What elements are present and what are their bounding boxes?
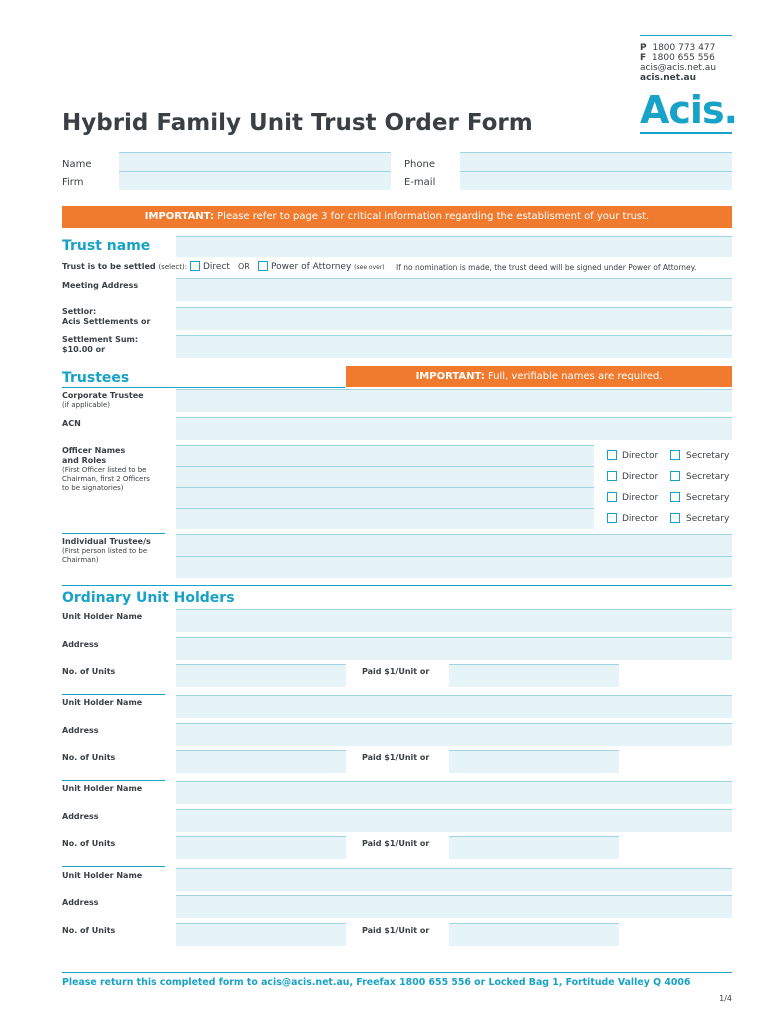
direct-label: Direct — [203, 262, 230, 272]
secretary-label: Secretary — [686, 514, 730, 524]
individual-trustee-input[interactable] — [176, 556, 732, 578]
paid-label: Paid $1/Unit or — [362, 667, 430, 676]
holder-divider — [62, 780, 165, 781]
firm-label: Firm — [62, 177, 84, 188]
trustees-bottom-divider — [62, 585, 732, 586]
contact-phone: P 1800 773 477 — [640, 43, 716, 53]
email-label: E-mail — [404, 177, 436, 188]
no-units-label: No. of Units — [62, 926, 116, 935]
poa-label: Power of Attorney (see over) — [271, 262, 385, 272]
acn-label: ACN — [62, 419, 81, 428]
settlement-sum-label: Settlement Sum: $10.00 or — [62, 335, 139, 354]
phone-label: Phone — [404, 159, 435, 170]
officer-name-input[interactable] — [176, 445, 594, 466]
unit-holder-name-label: Unit Holder Name — [62, 784, 143, 793]
no-units-label: No. of Units — [62, 667, 116, 676]
poa-note: If no nomination is made, the trust deed will be signed under Power of Attorney. — [396, 263, 697, 272]
contact-web[interactable]: acis.net.au — [640, 73, 696, 83]
settled-label: Trust is to be settled (select): — [62, 262, 188, 271]
address-input[interactable] — [176, 895, 732, 918]
name-label: Name — [62, 159, 92, 170]
holder-divider — [62, 866, 165, 867]
secretary-label: Secretary — [686, 493, 730, 503]
officer-name-input[interactable] — [176, 466, 594, 487]
director-label: Director — [622, 514, 659, 524]
paid-label: Paid $1/Unit or — [362, 926, 430, 935]
page-number: 1/4 — [719, 994, 732, 1003]
corporate-trustee-label: Corporate Trustee (if applicable) — [62, 391, 144, 409]
individual-trustee-input[interactable] — [176, 534, 732, 556]
footer-divider — [62, 972, 732, 973]
officer-divider — [62, 533, 165, 534]
meeting-address-label: Meeting Address — [62, 281, 139, 290]
unit-holders-title: Ordinary Unit Holders — [62, 590, 235, 606]
paid-input[interactable] — [449, 750, 619, 773]
paid-label: Paid $1/Unit or — [362, 753, 430, 762]
no-units-input[interactable] — [176, 750, 346, 773]
phone-input[interactable] — [460, 152, 732, 171]
secretary-checkbox[interactable] — [670, 471, 680, 481]
or-label: OR — [238, 262, 250, 271]
director-label: Director — [622, 493, 659, 503]
address-input[interactable] — [176, 809, 732, 832]
logo-underline — [640, 132, 732, 134]
no-units-label: No. of Units — [62, 839, 116, 848]
unit-holder-name-label: Unit Holder Name — [62, 871, 143, 880]
settlor-input[interactable] — [176, 307, 732, 330]
trust-name-title: Trust name — [62, 238, 151, 254]
address-label: Address — [62, 812, 99, 821]
officer-names-label: Officer Names and Roles (First Officer listed to be Chairman, first 2 Officers to be signatories) — [62, 446, 150, 492]
page-title: Hybrid Family Unit Trust Order Form — [62, 110, 533, 136]
director-checkbox[interactable] — [607, 492, 617, 502]
director-label: Director — [622, 451, 659, 461]
director-label: Director — [622, 472, 659, 482]
unit-holder-name-input[interactable] — [176, 781, 732, 804]
paid-input[interactable] — [449, 836, 619, 859]
director-checkbox[interactable] — [607, 450, 617, 460]
meeting-address-input[interactable] — [176, 278, 732, 301]
contact-email[interactable]: acis@acis.net.au — [640, 63, 717, 73]
holder-divider — [62, 694, 165, 695]
firm-input[interactable] — [119, 171, 391, 190]
no-units-input[interactable] — [176, 836, 346, 859]
trustees-divider — [62, 387, 345, 388]
secretary-checkbox[interactable] — [670, 450, 680, 460]
address-input[interactable] — [176, 723, 732, 746]
name-input[interactable] — [119, 152, 391, 171]
return-instructions: Please return this completed form to acis@acis.net.au, Freefax 1800 655 556 or Locked Bag 1, Fortitude Valley Q 4006 — [62, 977, 691, 988]
address-label: Address — [62, 726, 99, 735]
corporate-trustee-input[interactable] — [176, 389, 732, 412]
no-units-input[interactable] — [176, 664, 346, 687]
unit-holder-name-label: Unit Holder Name — [62, 698, 143, 707]
unit-holder-name-input[interactable] — [176, 695, 732, 718]
acis-logo: Acis. — [640, 88, 738, 132]
secretary-label: Secretary — [686, 472, 730, 482]
secretary-checkbox[interactable] — [670, 513, 680, 523]
unit-holder-name-input[interactable] — [176, 868, 732, 891]
trustees-banner: IMPORTANT: Full, verifiable names are required. — [346, 366, 732, 387]
contact-fax: F 1800 655 556 — [640, 53, 715, 63]
email-input[interactable] — [460, 171, 732, 190]
paid-input[interactable] — [449, 923, 619, 946]
officer-name-input[interactable] — [176, 487, 594, 508]
poa-checkbox[interactable] — [258, 261, 268, 271]
officer-name-input[interactable] — [176, 508, 594, 529]
unit-holder-name-label: Unit Holder Name — [62, 612, 143, 621]
address-input[interactable] — [176, 637, 732, 660]
individual-trustee-label: Individual Trustee/s (First person listed to be Chairman) — [62, 537, 151, 564]
acn-input[interactable] — [176, 417, 732, 440]
director-checkbox[interactable] — [607, 513, 617, 523]
no-units-input[interactable] — [176, 923, 346, 946]
director-checkbox[interactable] — [607, 471, 617, 481]
settlor-label: Settlor: Acis Settlements or — [62, 307, 151, 326]
settlement-sum-input[interactable] — [176, 335, 732, 358]
unit-holder-name-input[interactable] — [176, 609, 732, 632]
secretary-checkbox[interactable] — [670, 492, 680, 502]
trust-name-input[interactable] — [176, 236, 732, 257]
no-units-label: No. of Units — [62, 753, 116, 762]
address-label: Address — [62, 640, 99, 649]
contact-divider — [640, 35, 732, 36]
secretary-label: Secretary — [686, 451, 730, 461]
address-label: Address — [62, 898, 99, 907]
important-banner: IMPORTANT: Please refer to page 3 for critical information regarding the establisment of your trust. — [62, 206, 732, 228]
direct-checkbox[interactable] — [190, 261, 200, 271]
paid-input[interactable] — [449, 664, 619, 687]
trustees-title: Trustees — [62, 370, 130, 386]
paid-label: Paid $1/Unit or — [362, 839, 430, 848]
